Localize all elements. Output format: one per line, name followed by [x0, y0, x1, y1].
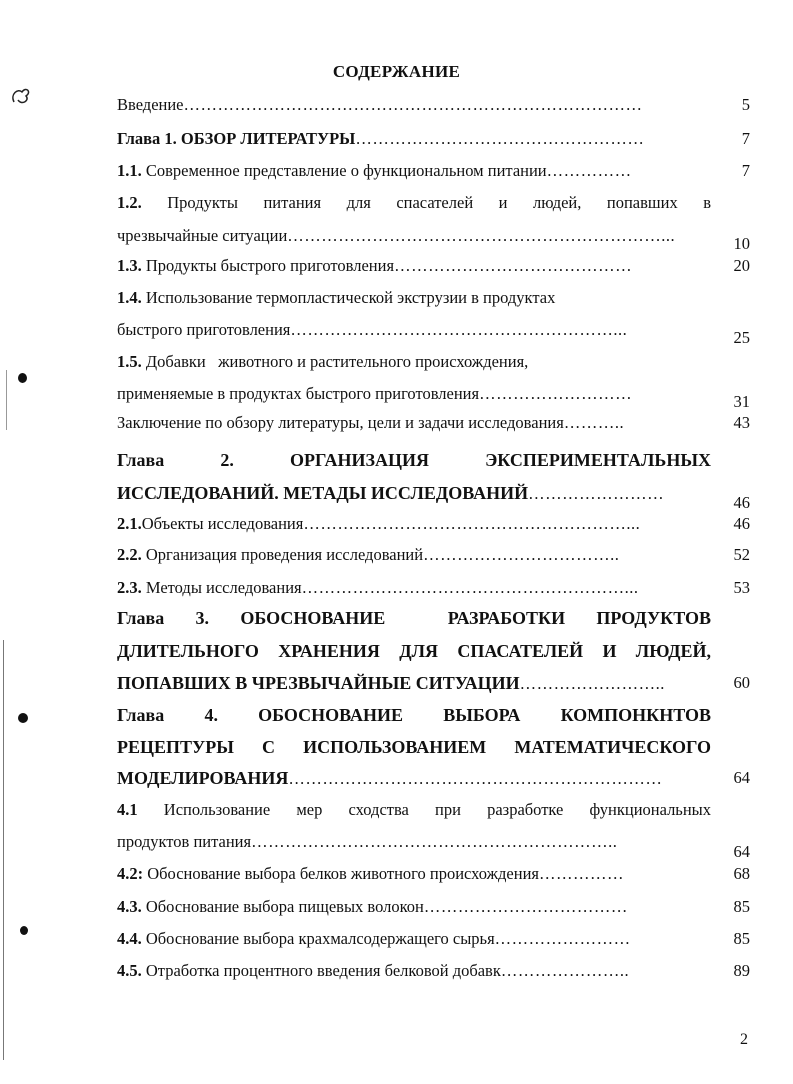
toc-page: 46 — [733, 493, 750, 512]
toc-section-1-4-cont: быстрого приготовления…………………………………………………... — [117, 320, 628, 339]
toc-entry-conclusion: Заключение по обзору литературы, цели и задачи исследования……….. — [117, 413, 625, 432]
toc-chapter-3-cont2: ПОПАВШИХ В ЧРЕЗВЫЧАЙНЫЕ СИТУАЦИИ…………………….. — [117, 673, 665, 693]
toc-section-1-3: 1.3. Продукты быстрого приготовления…………………………………… — [117, 256, 633, 275]
toc-section-1-2: 1.2. Продукты питания для спасателей и людей, попавших в — [117, 193, 711, 212]
toc-page: 31 — [733, 392, 750, 411]
toc-page: 64 — [733, 842, 750, 861]
toc-chapter-4-cont: РЕЦЕПТУРЫ С ИСПОЛЬЗОВАНИЕМ МАТЕМАТИЧЕСКОГО — [117, 737, 711, 757]
toc-page: 52 — [733, 545, 750, 564]
toc-page: 43 — [733, 413, 750, 432]
toc-section-1-5: 1.5. Добавки животного и растительного происхождения, — [117, 352, 529, 371]
toc-section-4-1-cont: продуктов питания……………………………………………………….. — [117, 832, 618, 851]
toc-page: 25 — [733, 328, 750, 347]
toc-page: 64 — [733, 768, 750, 787]
toc-entry-intro: Введение……………………………………………………………………… — [117, 95, 643, 114]
toc-chapter-1: Глава 1. ОБЗОР ЛИТЕРАТУРЫ…………………………………………… — [117, 129, 645, 148]
toc-section-1-5-cont: применяемые в продуктах быстрого приготовления……………………… — [117, 384, 633, 403]
page-number: 2 — [740, 1031, 748, 1048]
page-title: СОДЕРЖАНИЕ — [332, 62, 461, 81]
toc-section-1-2-cont: чрезвычайные ситуации…………………………………………………………... — [117, 226, 676, 245]
toc-section-4-2: 4.2: Обоснование выбора белков животного происхождения…………… — [117, 864, 624, 883]
toc-page: 7 — [741, 129, 750, 148]
toc-page: 60 — [733, 673, 750, 692]
toc-page: 85 — [733, 897, 750, 916]
toc-section-4-5: 4.5. Отработка процентного введения белковой добавк………………….. — [117, 961, 630, 980]
toc-section-4-4: 4.4. Обоснование выбора крахмалсодержащего сырья…………………… — [117, 929, 631, 948]
toc-page: 85 — [733, 929, 750, 948]
toc-page: 20 — [733, 256, 750, 275]
toc-chapter-2-cont: ИССЛЕДОВАНИЙ. МЕТАДЫ ИССЛЕДОВАНИЙ…………………… — [117, 483, 665, 503]
toc-section-1-4: 1.4. Использование термопластической экструзии в продуктах — [117, 288, 556, 307]
toc-page: 10 — [733, 234, 750, 253]
toc-section-2-2: 2.2. Организация проведения исследований…………………………….. — [117, 545, 620, 564]
scan-artifact — [3, 640, 4, 1060]
toc-page: 46 — [733, 514, 750, 533]
toc-section-4-1: 4.1 Использование мер сходства при разработке функциональных — [117, 800, 711, 819]
toc-section-2-1: 2.1.Объекты исследования…………………………………………………... — [117, 514, 641, 533]
toc-page: 7 — [741, 161, 750, 180]
toc-section-1-1: 1.1. Современное представление о функциональном питании…………… — [117, 161, 632, 180]
toc-section-2-3: 2.3. Методы исследования…………………………………………………... — [117, 578, 639, 597]
scan-artifact — [18, 373, 27, 383]
toc-chapter-4: Глава 4. ОБОСНОВАНИЕ ВЫБОРА КОМПОНКНТОВ — [117, 705, 711, 725]
toc-page: 68 — [733, 864, 750, 883]
toc-chapter-4-cont2: МОДЕЛИРОВАНИЯ………………………………………………………… — [117, 768, 663, 788]
scan-artifact — [18, 713, 28, 723]
toc-chapter-2: Глава 2. ОРГАНИЗАЦИЯ ЭКСПЕРИМЕНТАЛЬНЫХ — [117, 450, 711, 470]
toc-page: 5 — [741, 95, 750, 114]
toc-chapter-3-cont: ДЛИТЕЛЬНОГО ХРАНЕНИЯ ДЛЯ СПАСАТЕЛЕЙ И ЛЮДЕЙ, — [117, 641, 711, 661]
toc-page: 53 — [733, 578, 750, 597]
toc-section-4-3: 4.3. Обоснование выбора пищевых волокон……………………………… — [117, 897, 628, 916]
scan-artifact — [6, 82, 36, 112]
toc-chapter-3: Глава 3. ОБОСНОВАНИЕ РАЗРАБОТКИ ПРОДУКТОВ — [117, 608, 711, 628]
toc-page: 89 — [733, 961, 750, 980]
scan-artifact — [6, 370, 7, 430]
scan-artifact — [20, 926, 28, 935]
